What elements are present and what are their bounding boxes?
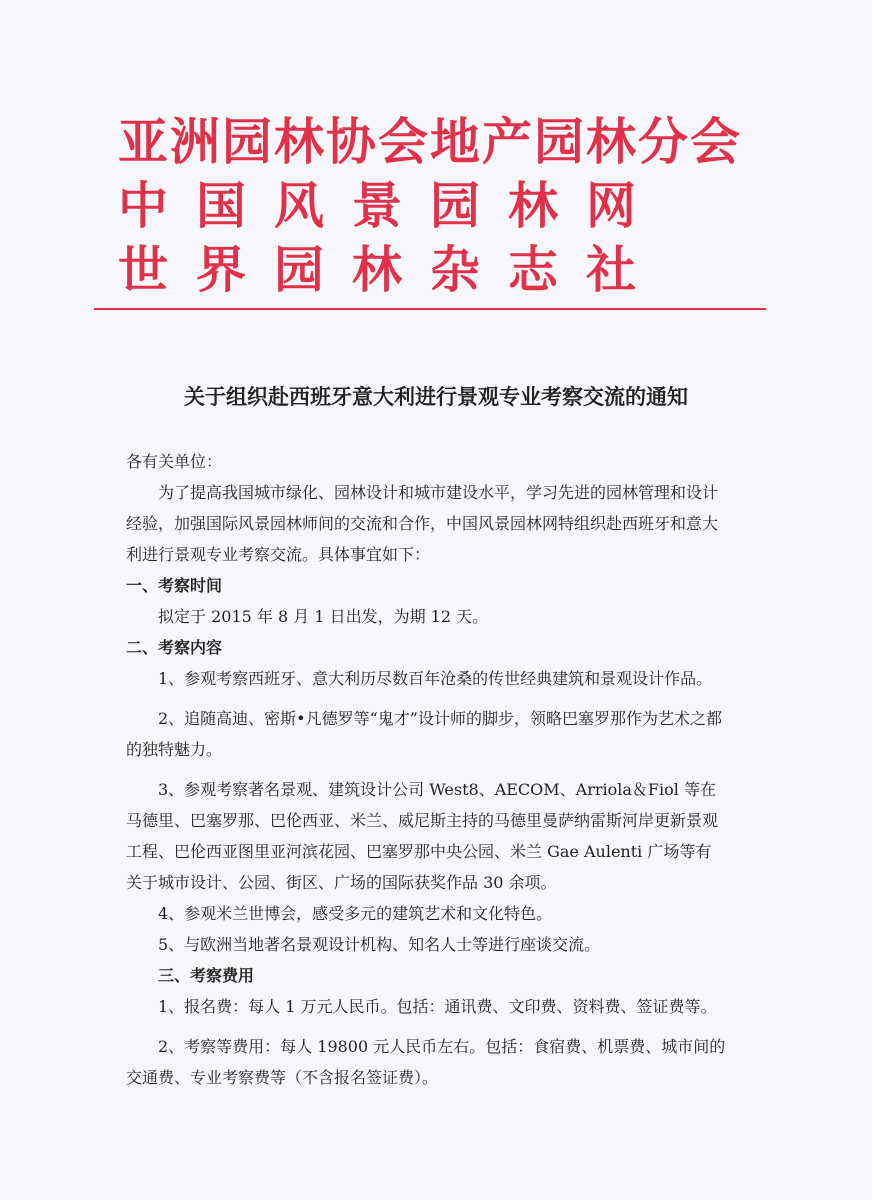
fee-item-2: 2、考察等费用：每人 19800 元人民币左右。包括：食宿费、机票费、城市间的交通费、专业考察费等（不含报名签证费）。 (126, 1037, 726, 1087)
section-heading-fee: 三、考察费用 (158, 966, 255, 985)
letterhead-line-3: 世界园林杂志社 (118, 241, 664, 299)
letterhead-line-2: 中国风景园林网 (118, 177, 664, 235)
section-heading-content: 二、考察内容 (126, 638, 223, 657)
letterhead-line-1: 亚洲园林协会地产园林分会 (118, 113, 742, 171)
document-body (126, 446, 726, 1093)
content-item-3: 3、参观考察著名景观、建筑设计公司 West8、AECOM、Arriola＆Fiol 等在马德里、巴塞罗那、巴伦西亚、米兰、威尼斯主持的马德里曼萨纳雷斯河岸更新景观工程、巴伦西亚图里亚河滨花园、巴塞罗那中央公园、米兰 Gae Aulenti 广场等有关于城市设计、公园、街区、广场的国际获奖作品 30 余项。 (126, 780, 719, 892)
letterhead (118, 110, 742, 302)
content-item-1: 1、参观考察西班牙、意大利历尽数百年沧桑的传世经典建筑和景观设计作品。 (158, 669, 713, 688)
letterhead-divider (94, 308, 766, 310)
fee-item-1: 1、报名费：每人 1 万元人民币。包括：通讯费、文印费、资料费、签证费等。 (158, 997, 717, 1016)
content-item-5: 5、与欧洲当地著名景观设计机构、知名人士等进行座谈交流。 (158, 935, 601, 954)
intro-paragraph: 为了提高我国城市绿化、园林设计和城市建设水平，学习先进的园林管理和设计经验，加强国际风景园林师间的交流和合作，中国风景园林网特组织赴西班牙和意大利进行景观专业考察交流。具体事宜如下： (126, 483, 719, 564)
document-title: 关于组织赴西班牙意大利进行景观专业考察交流的通知 (184, 385, 688, 409)
content-item-4: 4、参观米兰世博会，感受多元的建筑艺术和文化特色。 (158, 904, 553, 923)
content-item-2: 2、追随高迪、密斯•凡德罗等“鬼才”设计师的脚步，领略巴塞罗那作为艺术之都的独特魅力。 (126, 709, 722, 759)
time-text: 拟定于 2015 年 8 月 1 日出发，为期 12 天。 (158, 607, 489, 626)
salutation: 各有关单位： (126, 452, 223, 471)
section-heading-time: 一、考察时间 (126, 576, 223, 595)
